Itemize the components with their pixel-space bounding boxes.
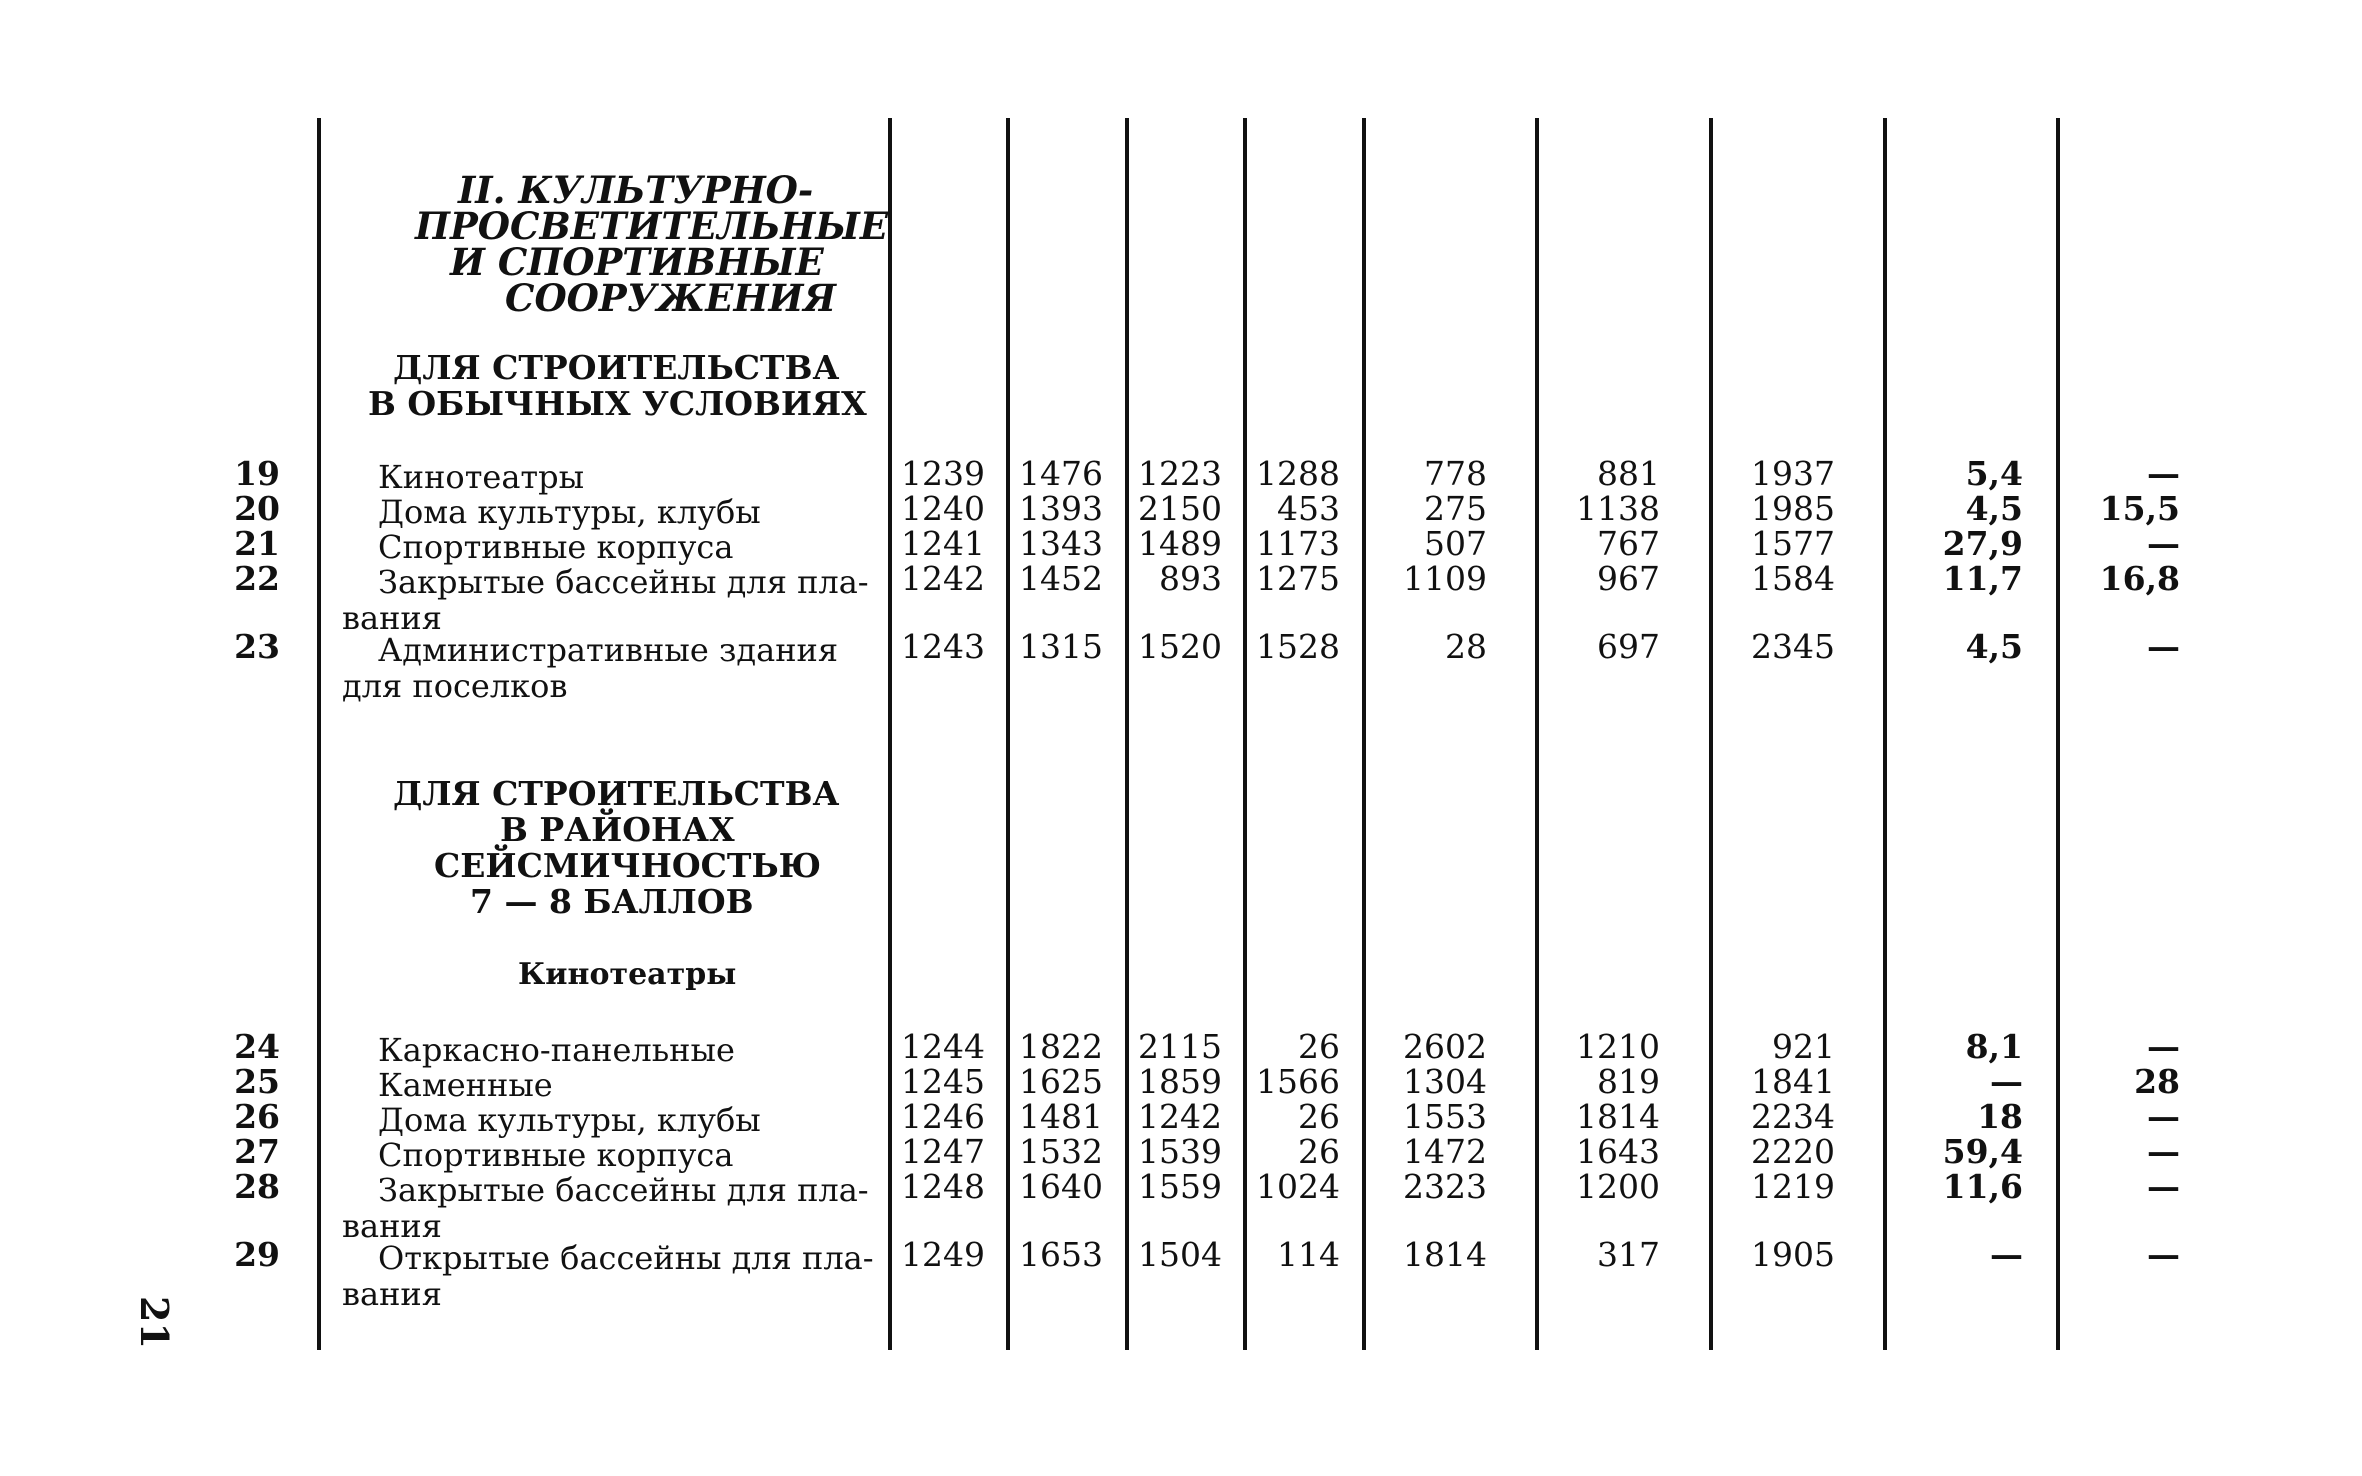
row-name: Административные здания xyxy=(378,631,839,669)
table-cell: 18 xyxy=(1977,1097,2023,1136)
table-cell: 1249 xyxy=(901,1235,985,1274)
table-cell: 1173 xyxy=(1256,524,1340,563)
section-title-line: II. КУЛЬТУРНО- xyxy=(458,168,814,212)
table-cell: 1240 xyxy=(901,489,985,528)
table-cell: 1243 xyxy=(901,627,985,666)
section-title-line: СООРУЖЕНИЯ xyxy=(505,276,837,320)
table-cell: 28 xyxy=(2134,1062,2180,1101)
table-cell: 1241 xyxy=(901,524,985,563)
table-cell: 5,4 xyxy=(1965,454,2023,493)
table-cell: 778 xyxy=(1424,454,1487,493)
table-cell: 2602 xyxy=(1403,1027,1487,1066)
table-cell: 1985 xyxy=(1751,489,1835,528)
table-cell: 1219 xyxy=(1751,1167,1835,1206)
row-number: 23 xyxy=(234,627,280,666)
table-cell: 1200 xyxy=(1576,1167,1660,1206)
row-name: Открытые бассейны для пла- xyxy=(378,1239,874,1277)
table-cell: 1275 xyxy=(1256,559,1340,598)
table-cell: 1504 xyxy=(1138,1235,1222,1274)
table-cell: 1210 xyxy=(1576,1027,1660,1066)
table-cell: 1559 xyxy=(1138,1167,1222,1206)
group-heading-line: СЕЙСМИЧНОСТЬЮ xyxy=(434,846,822,885)
table-cell: 59,4 xyxy=(1942,1132,2023,1171)
table-cell: — xyxy=(2147,1097,2180,1136)
table-cell: 1239 xyxy=(901,454,985,493)
column-rule xyxy=(1362,118,1366,1350)
table-cell: 317 xyxy=(1597,1235,1660,1274)
table-cell: 1245 xyxy=(901,1062,985,1101)
table-cell: 1640 xyxy=(1019,1167,1103,1206)
table-cell: 1553 xyxy=(1403,1097,1487,1136)
row-number: 21 xyxy=(234,524,280,563)
row-name: Каменные xyxy=(378,1066,553,1104)
row-name: Спортивные корпуса xyxy=(378,528,734,566)
column-rule xyxy=(1243,118,1247,1350)
row-name: Закрытые бассейны для пла- xyxy=(378,563,869,601)
table-cell: 16,8 xyxy=(2099,559,2180,598)
section-title-line: И СПОРТИВНЫЕ xyxy=(450,240,824,284)
table-cell: — xyxy=(1990,1062,2023,1101)
table-cell: 1937 xyxy=(1751,454,1835,493)
group-heading-line: В РАЙОНАХ xyxy=(500,810,735,849)
group-heading-line: В ОБЫЧНЫХ УСЛОВИЯХ xyxy=(368,384,867,423)
column-rule xyxy=(1006,118,1010,1350)
table-cell: 819 xyxy=(1597,1062,1660,1101)
row-name: Дома культуры, клубы xyxy=(378,1101,761,1139)
row-name-continuation: для поселков xyxy=(342,667,568,705)
table-cell: 2323 xyxy=(1403,1167,1487,1206)
table-cell: 114 xyxy=(1277,1235,1340,1274)
table-cell: 1472 xyxy=(1403,1132,1487,1171)
table-cell: 1242 xyxy=(1138,1097,1222,1136)
table-cell: 1223 xyxy=(1138,454,1222,493)
group-subheading: Кинотеатры xyxy=(518,957,737,992)
row-number: 27 xyxy=(234,1132,280,1171)
table-cell: 27,9 xyxy=(1942,524,2023,563)
row-name-continuation: вания xyxy=(342,1207,442,1245)
table-cell: 1643 xyxy=(1576,1132,1660,1171)
row-name: Дома культуры, клубы xyxy=(378,493,761,531)
table-cell: 1343 xyxy=(1019,524,1103,563)
row-number: 22 xyxy=(234,559,280,598)
table-cell: 1841 xyxy=(1751,1062,1835,1101)
table-cell: 881 xyxy=(1597,454,1660,493)
row-name: Каркасно-панельные xyxy=(378,1031,735,1069)
table-cell: 893 xyxy=(1159,559,1222,598)
table-cell: 967 xyxy=(1597,559,1660,598)
table-cell: 1393 xyxy=(1019,489,1103,528)
table-cell: 1814 xyxy=(1576,1097,1660,1136)
section-title-line: ПРОСВЕТИТЕЛЬНЫЕ xyxy=(415,204,889,248)
table-cell: 1625 xyxy=(1019,1062,1103,1101)
row-number: 20 xyxy=(234,489,280,528)
table-cell: 1024 xyxy=(1256,1167,1340,1206)
table-cell: 1288 xyxy=(1256,454,1340,493)
table-cell: 2220 xyxy=(1751,1132,1835,1171)
table-cell: 28 xyxy=(1445,627,1487,666)
table-cell: 11,6 xyxy=(1942,1167,2023,1206)
table-cell: 767 xyxy=(1597,524,1660,563)
group-heading-line: 7 — 8 БАЛЛОВ xyxy=(470,882,754,921)
row-number: 29 xyxy=(234,1235,280,1274)
table-cell: 1489 xyxy=(1138,524,1222,563)
row-number: 19 xyxy=(234,454,280,493)
table-cell: — xyxy=(2147,1132,2180,1171)
table-cell: 1315 xyxy=(1019,627,1103,666)
column-rule xyxy=(1535,118,1539,1350)
table-cell: 1247 xyxy=(901,1132,985,1171)
table-cell: 1532 xyxy=(1019,1132,1103,1171)
column-rule xyxy=(1125,118,1129,1350)
table-cell: 1476 xyxy=(1019,454,1103,493)
row-name: Спортивные корпуса xyxy=(378,1136,734,1174)
row-number: 25 xyxy=(234,1062,280,1101)
table-cell: — xyxy=(1990,1235,2023,1274)
table-cell: 1242 xyxy=(901,559,985,598)
table-cell: 2345 xyxy=(1751,627,1835,666)
table-cell: 2234 xyxy=(1751,1097,1835,1136)
table-cell: 1244 xyxy=(901,1027,985,1066)
table-cell: — xyxy=(2147,1235,2180,1274)
column-rule xyxy=(1709,118,1713,1350)
table-cell: 275 xyxy=(1424,489,1487,528)
row-number: 24 xyxy=(234,1027,280,1066)
table-cell: 2115 xyxy=(1138,1027,1222,1066)
table-cell: — xyxy=(2147,1167,2180,1206)
table-cell: 4,5 xyxy=(1965,627,2023,666)
table-cell: 1822 xyxy=(1019,1027,1103,1066)
table-cell: 1528 xyxy=(1256,627,1340,666)
row-name: Закрытые бассейны для пла- xyxy=(378,1171,869,1209)
group-heading-line: ДЛЯ СТРОИТЕЛЬСТВА xyxy=(393,348,840,387)
table-cell: — xyxy=(2147,524,2180,563)
table-cell: 15,5 xyxy=(2099,489,2180,528)
row-number: 26 xyxy=(234,1097,280,1136)
table-cell: 26 xyxy=(1298,1027,1340,1066)
table-cell: 1566 xyxy=(1256,1062,1340,1101)
table-cell: 1577 xyxy=(1751,524,1835,563)
row-number: 28 xyxy=(234,1167,280,1206)
table-cell: — xyxy=(2147,454,2180,493)
row-name: Кинотеатры xyxy=(378,458,585,496)
table-cell: 1138 xyxy=(1576,489,1660,528)
table-cell: 1905 xyxy=(1751,1235,1835,1274)
table-cell: 1109 xyxy=(1403,559,1487,598)
table-cell: 26 xyxy=(1298,1132,1340,1171)
table-cell: 1584 xyxy=(1751,559,1835,598)
column-rule xyxy=(888,118,892,1350)
table-cell: 1653 xyxy=(1019,1235,1103,1274)
table-cell: 1246 xyxy=(901,1097,985,1136)
table-cell: 507 xyxy=(1424,524,1487,563)
table-cell: 1859 xyxy=(1138,1062,1222,1101)
table-cell: 1520 xyxy=(1138,627,1222,666)
table-cell: 921 xyxy=(1772,1027,1835,1066)
table-cell: 453 xyxy=(1277,489,1340,528)
table-cell: 1481 xyxy=(1019,1097,1103,1136)
table-cell: 8,1 xyxy=(1965,1027,2023,1066)
table-cell: 4,5 xyxy=(1965,489,2023,528)
table-cell: — xyxy=(2147,627,2180,666)
row-name-continuation: вания xyxy=(342,599,442,637)
table-cell: 26 xyxy=(1298,1097,1340,1136)
group-heading-line: ДЛЯ СТРОИТЕЛЬСТВА xyxy=(393,774,840,813)
table-cell: — xyxy=(2147,1027,2180,1066)
table-cell: 1248 xyxy=(901,1167,985,1206)
column-rule xyxy=(2056,118,2060,1350)
table-cell: 697 xyxy=(1597,627,1660,666)
row-name-continuation: вания xyxy=(342,1275,442,1313)
table-cell: 1452 xyxy=(1019,559,1103,598)
table-cell: 1304 xyxy=(1403,1062,1487,1101)
column-rule xyxy=(317,118,321,1350)
page-number: 21 xyxy=(131,1296,177,1349)
table-cell: 11,7 xyxy=(1942,559,2023,598)
table-cell: 1814 xyxy=(1403,1235,1487,1274)
table-cell: 2150 xyxy=(1138,489,1222,528)
column-rule xyxy=(1883,118,1887,1350)
table-cell: 1539 xyxy=(1138,1132,1222,1171)
